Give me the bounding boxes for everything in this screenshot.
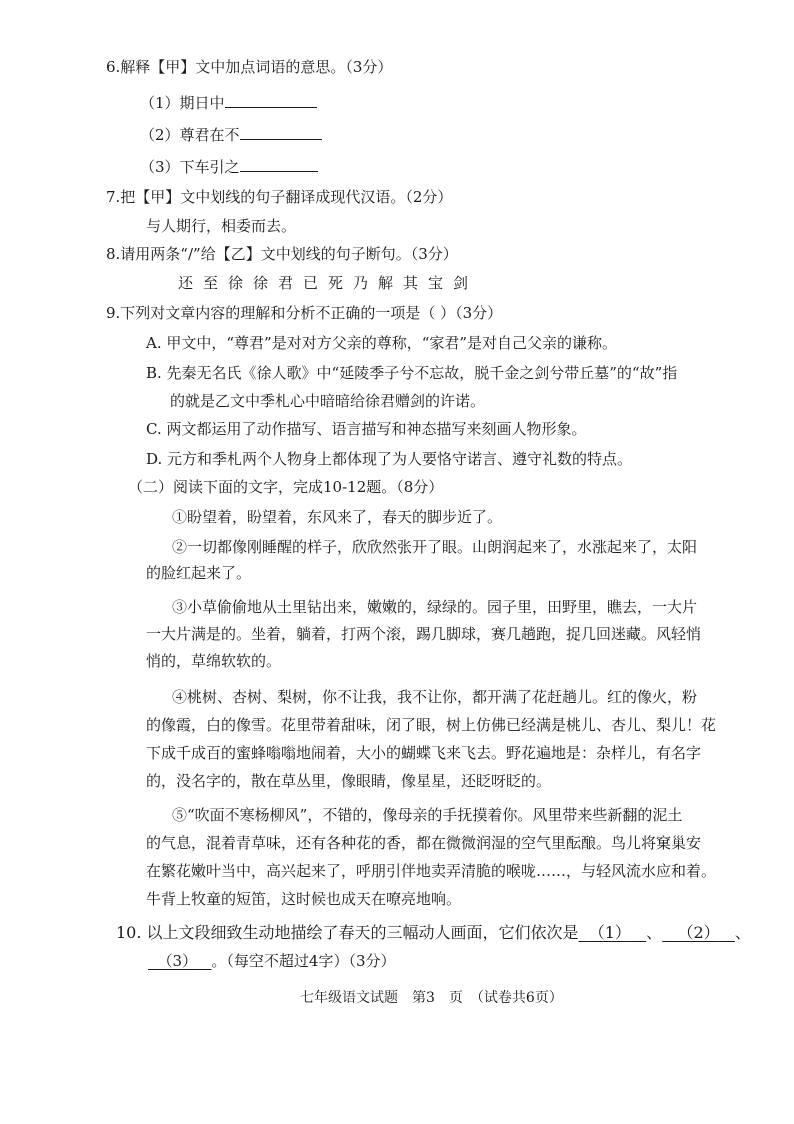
q6-answer-blank-2[interactable] [240,123,322,140]
passage-p1: ①盼望着，盼望着，东风来了，春天的脚步近了。 [172,508,503,526]
q8-stem: 8.请用两条“/”给【乙】文中划线的句子断句。（3分） [106,245,458,263]
q10-blank-2[interactable] [662,923,735,942]
passage-p2-line1: ②一切都像刚睡醒的样子，欣欣然张开了眼。山朗润起来了，水涨起来了，太阳 [172,538,698,556]
q10-blank-2-label: （2） [677,923,720,942]
q9-option-b[interactable]: B. 先秦无名氏《徐人歌》中“延陵季子兮不忘故，脱千金之剑兮带丘墓”的“故”指 [146,364,678,382]
section-2-title: （二）阅读下面的文字，完成10-12题。（8分） [128,478,444,496]
q9-option-a[interactable]: A. 甲文中，“尊君”是对对方父亲的尊称，“家君”是对自己父亲的谦称。 [146,334,618,352]
q10-blank-1[interactable] [579,923,647,942]
q10-separator-1: 、 [646,923,663,942]
q7-stem: 7.把【甲】文中划线的句子翻译成现代汉语。（2分） [106,188,453,206]
q10-line2 [148,950,396,972]
q10-blank-1-label: （1） [588,923,631,942]
passage-p5-line3: 在繁花嫩叶当中，高兴起来了，呼朋引伴地卖弄清脆的喉咙……，与轻风流水应和着。 [146,862,717,880]
q10-instruction: 。（每空不超过4字）（3分） [211,952,396,970]
q10-blank-3-label: （3） [157,952,198,970]
q10-blank-3[interactable] [148,952,211,970]
q9-option-b-cont: 的就是乙文中季札心中暗暗给徐君赠剑的许诺。 [170,392,486,410]
passage-p3-line3: 悄的，草绵软软的。 [146,652,282,670]
passage-p3-line1: ③小草偷偷地从土里钻出来，嫩嫩的，绿绿的。园子里，田野里，瞧去，一大片 [172,598,698,616]
q6-item-2-label: （2）尊君在不 [140,126,240,144]
q6-stem: 6.解释【甲】文中加点词语的意思。（3分） [106,58,393,76]
q6-item-2 [140,123,322,146]
q10-line1 [116,922,751,944]
q6-item-3-label: （3）下车引之 [140,158,240,176]
q10-stem: 10. 以上文段细致生动地描绘了春天的三幅动人画面，它们依次是 [116,923,579,942]
passage-p4-line3: 下成千成百的蜜蜂嗡嗡地闹着，大小的蝴蝶飞来飞去。野花遍地是：杂样儿，有名字 [146,744,702,762]
passage-p5-line1: ⑤“吹面不寒杨柳风”，不错的，像母亲的手抚摸着你。风里带来些新翻的泥土 [172,806,683,824]
passage-p4-line1: ④桃树、杏树、梨树，你不让我，我不让你，都开满了花赶趟儿。红的像火，粉 [172,688,698,706]
passage-p4-line2: 的像霞，白的像雪。花里带着甜味，闭了眼，树上仿佛已经满是桃儿、杏儿、梨儿！花 [146,716,717,734]
passage-p3-line2: 一大片满是的。坐着，躺着，打两个滚，踢几脚球，赛几趟跑，捉几回迷藏。风轻悄 [146,625,702,643]
q9-option-d[interactable]: D. 元方和季札两个人物身上都体现了为人要恪守诺言、遵守礼数的特点。 [146,450,633,468]
passage-p4-line4: 的，没名字的，散在草丛里，像眼睛，像星星，还眨呀眨的。 [146,772,552,790]
q6-item-1-label: （1）期日中 [140,94,225,112]
q6-item-1 [140,91,317,114]
passage-p5-line4: 牛背上牧童的短笛，这时候也成天在嘹亮地响。 [146,890,462,908]
q7-sentence: 与人期行，相委而去。 [146,217,297,235]
q10-separator-2: 、 [734,923,751,942]
q6-answer-blank-1[interactable] [225,91,317,108]
q9-option-c[interactable]: C. 两文都运用了动作描写、语言描写和神态描写来刻画人物形象。 [146,420,587,438]
q9-stem: 9.下列对文章内容的理解和分析不正确的一项是（ ）（3分） [106,304,503,322]
passage-p5-line2: 的气息，混着青草味，还有各种花的香，都在微微润湿的空气里酝酿。鸟儿将窠巢安 [146,834,702,852]
q6-answer-blank-3[interactable] [240,155,318,172]
passage-p2-line2: 的脸红起来了。 [146,564,252,582]
page-footer: 七年级语文试题 第3 页 （试卷共6页） [300,990,563,1006]
q8-sentence: 还至徐徐君已死乃解其宝剑 [178,274,479,292]
q6-item-3 [140,155,318,178]
